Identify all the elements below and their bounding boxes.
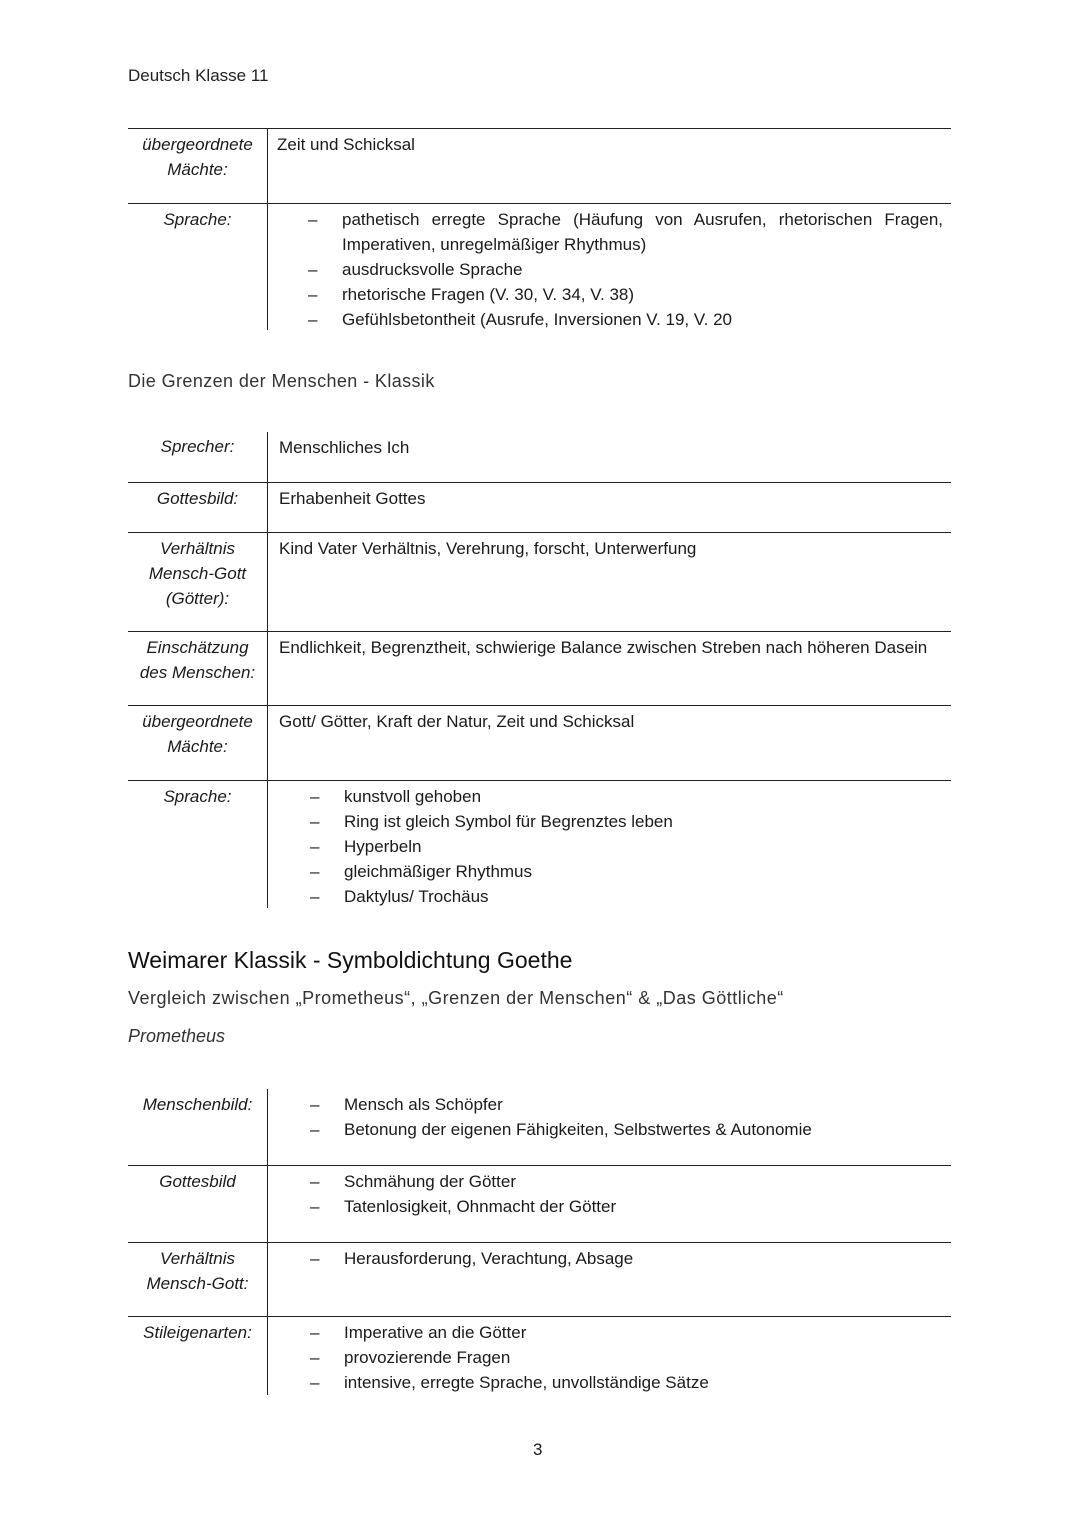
row-value: Kind Vater Verhältnis, Verehrung, forscht, Unterwerfung <box>279 539 697 558</box>
row-value: Menschliches Ich <box>279 438 410 457</box>
row-label: Verhältnis Mensch-Gott: <box>128 1243 268 1316</box>
table-row <box>128 1089 951 1166</box>
row-label: Sprecher: <box>128 432 268 482</box>
list-item: – ausdrucksvolle Sprache <box>278 257 951 282</box>
list-item: – pathetisch erregte Sprache (Häufung von Ausrufen, rhetorischen Fragen, Imperativen, unregelmäßiger Rhythmus) <box>278 207 951 257</box>
row-value: Gott/ Götter, Kraft der Natur, Zeit und Schicksal <box>279 712 635 731</box>
list-item: – Ring ist gleich Symbol für Begrenztes leben <box>280 809 951 834</box>
list-item: – Imperative an die Götter <box>280 1320 951 1345</box>
table-row <box>128 432 951 483</box>
row-label: Sprache: <box>128 781 268 908</box>
table-row <box>128 706 951 781</box>
table-row <box>128 483 951 533</box>
table-row <box>128 1243 951 1317</box>
list-item: – provozierende Fragen <box>280 1345 951 1370</box>
table-row <box>128 533 951 632</box>
row-value: Erhabenheit Gottes <box>279 489 426 508</box>
table-prometheus <box>128 1089 951 1395</box>
row-label: übergeordnete Mächte: <box>128 129 268 203</box>
list-item: – Tatenlosigkeit, Ohnmacht der Götter <box>280 1194 951 1219</box>
bullet-list <box>280 784 951 909</box>
list-item: – Mensch als Schöpfer <box>280 1092 951 1117</box>
list-item: – Hyperbeln <box>280 834 951 859</box>
list-item: – gleichmäßiger Rhythmus <box>280 859 951 884</box>
row-label: übergeordnete Mächte: <box>128 706 268 780</box>
table-row <box>128 1166 951 1243</box>
list-item: – intensive, erregte Sprache, unvollständige Sätze <box>280 1370 951 1395</box>
table-row <box>128 632 951 706</box>
table-continuation <box>128 128 951 330</box>
list-item: – Betonung der eigenen Fähigkeiten, Selbstwertes & Autonomie <box>280 1117 951 1142</box>
list-item: – Schmähung der Götter <box>280 1169 951 1194</box>
table-row <box>128 1317 951 1395</box>
row-label: Menschenbild: <box>128 1089 268 1165</box>
page-number: 3 <box>533 1440 543 1459</box>
list-item: – rhetorische Fragen (V. 30, V. 34, V. 38) <box>278 282 951 307</box>
list-item: – kunstvoll gehoben <box>280 784 951 809</box>
section-title: Weimarer Klassik - Symboldichtung Goethe <box>128 947 573 973</box>
list-item: – Gefühlsbetontheit (Ausrufe, Inversionen V. 19, V. 20 <box>278 307 951 332</box>
row-label: Sprache: <box>128 204 268 330</box>
bullet-list <box>280 1169 951 1219</box>
table-row <box>128 204 951 330</box>
poem-subtitle: Prometheus <box>128 1026 226 1046</box>
bullet-list <box>280 1320 951 1395</box>
row-label: Einschätzung des Menschen: <box>128 632 268 705</box>
bullet-list <box>280 1092 951 1142</box>
row-label: Verhältnis Mensch-Gott (Götter): <box>128 533 268 631</box>
bullet-list <box>278 207 951 332</box>
table-row <box>128 781 951 908</box>
table-row <box>128 128 951 204</box>
table-grenzen <box>128 432 951 908</box>
row-value: Endlichkeit, Begrenztheit, schwierige Balance zwischen Streben nach höheren Dasein <box>279 638 928 657</box>
row-value: Zeit und Schicksal <box>277 135 415 154</box>
comparison-subtitle: Vergleich zwischen „Prometheus“, „Grenzen der Menschen“ & „Das Göttliche“ <box>128 988 784 1008</box>
bullet-list <box>280 1246 951 1271</box>
list-item: – Daktylus/ Trochäus <box>280 884 951 909</box>
section-heading: Die Grenzen der Menschen - Klassik <box>128 371 435 391</box>
page-header: Deutsch Klasse 11 <box>128 66 269 85</box>
row-label: Gottesbild <box>128 1166 268 1242</box>
row-label: Gottesbild: <box>128 483 268 532</box>
row-label: Stileigenarten: <box>128 1317 268 1395</box>
list-item: – Herausforderung, Verachtung, Absage <box>280 1246 951 1271</box>
